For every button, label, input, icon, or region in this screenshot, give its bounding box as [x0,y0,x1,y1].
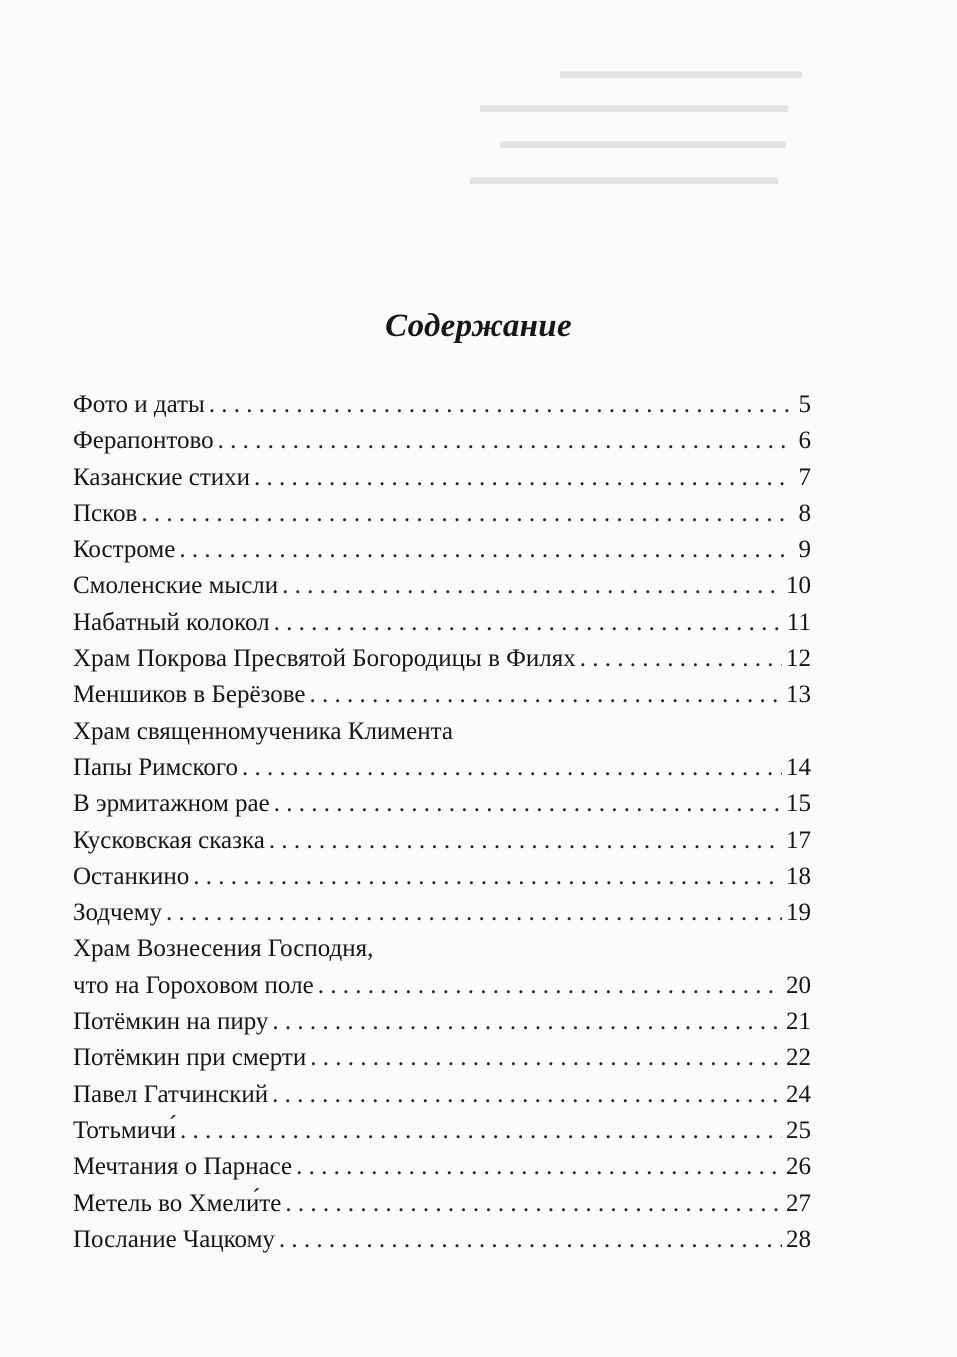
toc-entry-title: Кусковская сказка [73,826,265,854]
toc-entry-page: 27 [786,1189,811,1217]
toc-entry [73,859,811,895]
toc-entry-title: Мечтания о Парнасе [73,1153,293,1181]
dot-leader [296,1149,782,1185]
toc-entry-title: Меншиков в Берёзове [73,681,306,709]
toc-entry-title: Казанские стихи [73,463,251,491]
toc-entry-page: 12 [786,645,811,673]
dot-leader [318,968,782,1004]
toc-entry-title: Ферапонтово [73,427,214,455]
toc-entry-title: Храм Вознесения Господня, [73,935,374,963]
toc-entry-page: 7 [798,463,811,491]
toc-entry-title: Папы Римского [73,753,238,781]
dot-leader [254,460,793,496]
toc-entry-title: Храм Покрова Пресвятой Богородицы в Филях [73,645,576,673]
toc-entry-page: 11 [786,608,811,636]
toc-entry-page: 15 [786,790,811,818]
bleed-through-shadow: ▬▬▬▬▬▬▬▬▬▬▬▬▬ [500,128,786,153]
toc-entry-page: 22 [786,1044,811,1072]
dot-leader [269,823,782,859]
dot-leader [193,859,782,895]
dot-leader [272,1004,782,1040]
page-title: Содержание [385,308,572,344]
toc-entry-title: Останкино [73,862,190,890]
toc-entry [73,496,811,532]
dot-leader [285,1186,782,1222]
toc-entry-page: 18 [786,862,811,890]
dot-leader [310,1040,782,1076]
toc-entry-page: 24 [786,1080,811,1108]
toc-entry-title: Костроме [73,536,176,564]
toc-entry-page: 9 [798,536,811,564]
dot-leader [282,568,782,604]
toc-entry [73,1040,811,1076]
toc-entry [73,532,811,568]
bleed-through-shadow: ▬▬▬▬▬▬▬▬▬▬▬▬▬▬ [470,164,778,189]
toc-entry [73,750,811,786]
toc-entry [73,641,811,677]
toc-entry [73,605,811,641]
toc-entry-title: Тотьмичи́ [73,1116,177,1144]
toc-entry [73,1186,811,1222]
toc-entry-title: Павел Гатчинский [73,1080,269,1108]
toc-entry-page: 5 [798,391,811,418]
toc-entry-page: 10 [786,572,811,600]
toc-entry-page: 26 [786,1153,811,1181]
toc-entry [73,568,811,604]
toc-entry [73,387,811,423]
toc-entry-continued [73,931,811,967]
toc-entry-page: 17 [786,826,811,854]
toc-entry [73,968,811,1004]
dot-leader [218,423,793,459]
dot-leader [272,1077,782,1113]
dot-leader [166,895,782,931]
toc-entry [73,1077,811,1113]
toc-entry-title: Послание Чацкому [73,1225,275,1253]
dot-leader [179,532,793,568]
toc-entry-page: 25 [786,1116,811,1144]
toc-entry [73,677,811,713]
toc-entry-continued [73,714,811,750]
toc-entry-page: 28 [786,1225,811,1253]
toc-entry-title: В эрмитажном рае [73,790,270,818]
toc-entry-title: Набатный колокол [73,608,270,636]
dot-leader [209,387,793,423]
toc-entry [73,1222,811,1258]
toc-entry-title: Зодчему [73,899,163,927]
dot-leader [180,1113,782,1149]
toc-entry-title: что на Гороховом поле [73,971,314,999]
toc-entry [73,895,811,931]
toc-entry [73,1113,811,1149]
toc-entry-title: Храм священномученика Климента [73,717,453,745]
bleed-through-shadow: ▬▬▬▬▬▬▬▬▬▬▬ [560,58,802,83]
dot-leader [310,677,782,713]
toc-entry-title: Псков [73,499,138,527]
toc-entry-page: 6 [798,427,811,455]
toc-entry-page: 8 [798,499,811,527]
toc-entry [73,1149,811,1185]
dot-leader [580,641,782,677]
toc-entry-page: 21 [786,1008,811,1036]
table-of-contents [73,387,811,1258]
dot-leader [279,1222,782,1258]
toc-entry-title: Потёмкин на пиру [73,1008,269,1036]
toc-entry-page: 20 [786,971,811,999]
dot-leader [141,496,793,532]
toc-entry-page: 19 [786,899,811,927]
toc-entry-page: 14 [786,753,811,781]
toc-entry-title: Фото и даты [73,391,205,418]
toc-entry [73,786,811,822]
bleed-through-shadow: ▬▬▬▬▬▬▬▬▬▬▬▬▬▬ [480,92,788,117]
toc-entry [73,1004,811,1040]
dot-leader [242,750,782,786]
toc-entry [73,423,811,459]
toc-entry [73,823,811,859]
dot-leader [274,605,783,641]
toc-entry-title: Метель во Хмели́те [73,1189,282,1217]
toc-entry-title: Потёмкин при смерти [73,1044,307,1072]
toc-entry-title: Смоленские мысли [73,572,279,600]
dot-leader [274,786,782,822]
toc-entry [73,460,811,496]
toc-entry-page: 13 [786,681,811,709]
